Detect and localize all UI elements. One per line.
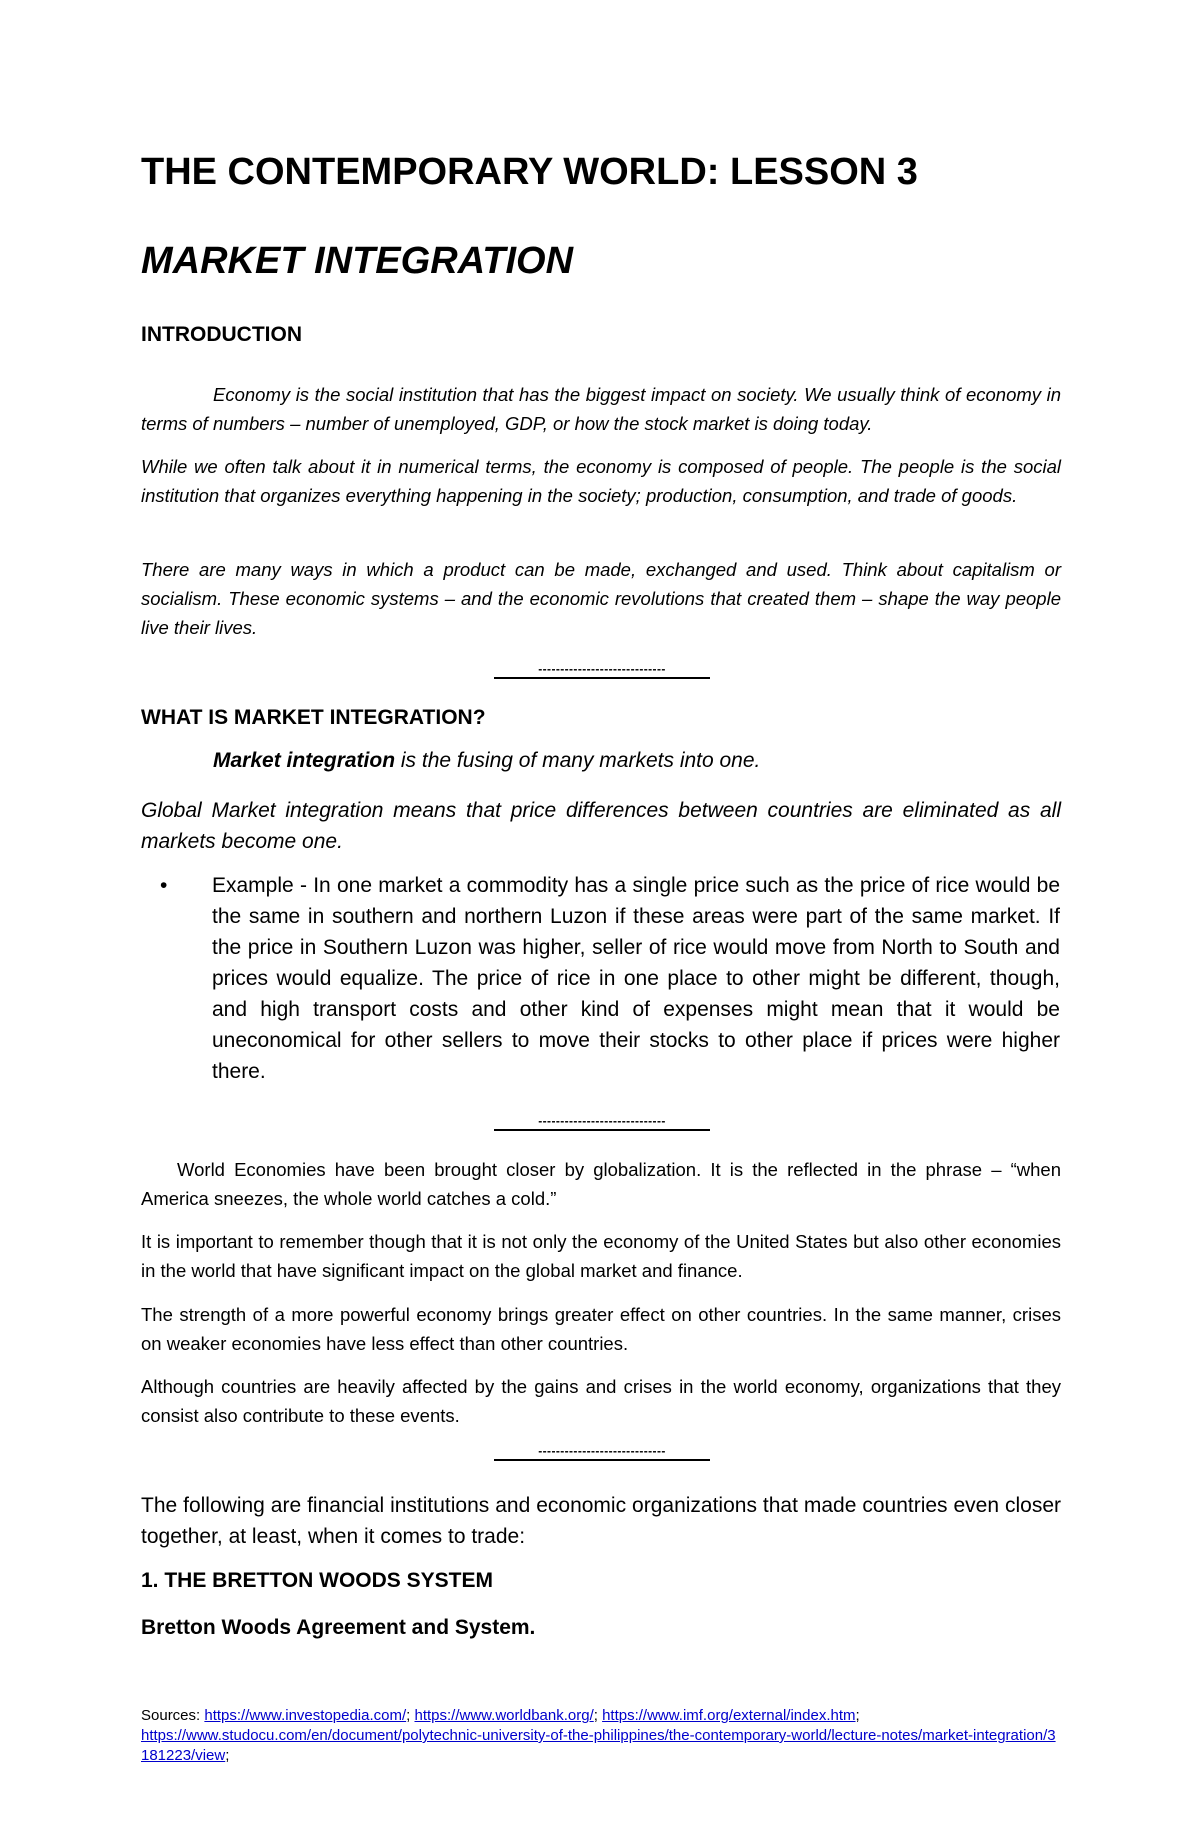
global-market-paragraph: Global Market integration means that price differences between countries are eliminated as all markets become one. — [141, 799, 1061, 853]
example-text: Example - In one market a commodity has a single price such as the price of rice would be the same in southern and northern Luzon if these areas were part of the same market. If the price in Southern Luzon was higher, seller of rice would move from North to South and prices would equalize. The price of rice in one place to other might be different, though, and high transport costs and other kind of expenses might mean that it would be uneconomical for other sellers to move their stocks to other place if prices were higher there. — [212, 874, 1060, 1083]
institutions-intro: The following are financial institutions and economic organizations that made countries even closer together, at least, when it comes to trade: — [141, 1494, 1061, 1548]
source-link-imf[interactable]: https://www.imf.org/external/index.htm — [602, 1707, 856, 1724]
world-paragraph-2: It is important to remember though that it is not only the economy of the United States but also other economies in the world that have significant impact on the global market and finance. — [141, 1231, 1061, 1281]
source-end: ; — [225, 1747, 230, 1764]
intro-paragraph-3: There are many ways in which a product can be made, exchanged and used. Think about capitalism or socialism. These economic systems – and the economic revolutions that created them – shape the way people live their lives. — [141, 559, 1061, 638]
source-separator: ; — [593, 1707, 603, 1724]
bretton-woods-subheading: Bretton Woods Agreement and System. — [141, 1616, 536, 1639]
source-link-studocu[interactable]: https://www.studocu.com/en/document/polytechnic-university-of-the-philippines/the-contemporary-world/lecture-notes/market-integration/3181223/view — [141, 1727, 1056, 1764]
section-divider: ----------------------------- — [494, 1114, 710, 1131]
market-integration-definition — [213, 747, 1133, 775]
section-divider: ----------------------------- — [494, 662, 710, 679]
page-subtitle: MARKET INTEGRATION — [141, 240, 574, 282]
sources-footnote — [141, 1706, 1061, 1766]
bullet-icon: • — [160, 874, 168, 897]
intro-paragraph-2: While we often talk about it in numerical terms, the economy is composed of people. The people is the social institution that organizes everything happening in the society; production, consumption, and trade of goods. — [141, 456, 1061, 506]
world-paragraph-1: World Economies have been brought closer by globalization. It is the reflected in the phrase – “when America sneezes, the whole world catches a cold.” — [141, 1159, 1061, 1209]
intro-heading: INTRODUCTION — [141, 323, 302, 346]
bretton-woods-heading: 1. THE BRETTON WOODS SYSTEM — [141, 1569, 493, 1592]
what-is-heading: WHAT IS MARKET INTEGRATION? — [141, 706, 486, 729]
section-divider: ----------------------------- — [494, 1444, 710, 1461]
world-paragraph-3: The strength of a more powerful economy brings greater effect on other countries. In the same manner, crises on weaker economies have less effect than other countries. — [141, 1304, 1061, 1354]
intro-paragraph-1: Economy is the social institution that has the biggest impact on society. We usually think of economy in terms of numbers – number of unemployed, GDP, or how the stock market is doing today. — [141, 384, 1061, 434]
source-link-investopedia[interactable]: https://www.investopedia.com/ — [204, 1707, 407, 1724]
world-paragraph-4: Although countries are heavily affected by the gains and crises in the world economy, organizations that they consist also contribute to these events. — [141, 1376, 1061, 1426]
source-separator: ; — [855, 1707, 860, 1724]
sources-label: Sources: — [141, 1707, 205, 1724]
market-integration-term: Market integration — [213, 749, 396, 772]
definition-text: is the fusing of many markets into one. — [395, 749, 761, 772]
source-separator: ; — [406, 1707, 415, 1724]
source-link-worldbank[interactable]: https://www.worldbank.org/ — [414, 1707, 594, 1724]
page-title: THE CONTEMPORARY WORLD: LESSON 3 — [141, 151, 918, 193]
